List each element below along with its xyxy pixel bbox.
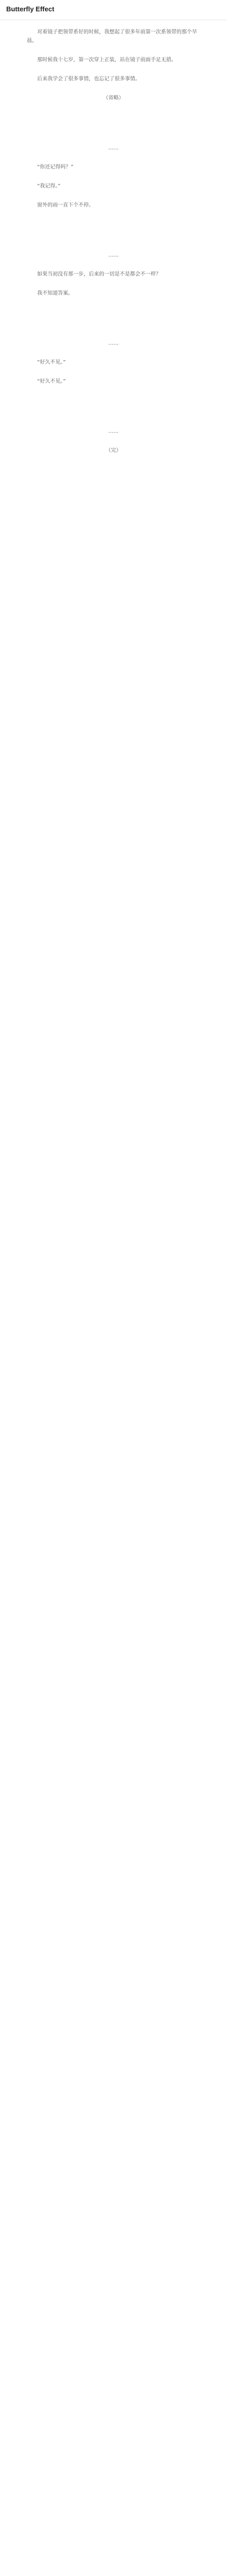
paragraph: “好久不见。” [37, 379, 66, 384]
article-body [27, 28, 200, 2576]
paragraph: …… [108, 145, 119, 151]
section-break [27, 113, 200, 144]
paragraph: 对着镜子把领带系好的时候，我想起了很多年前第一次系领带的那个早晨。 [27, 29, 197, 44]
section-break [27, 308, 200, 339]
paragraph: …… [108, 429, 119, 434]
paragraph: “好久不见。” [37, 360, 66, 365]
paragraph: （省略） [103, 95, 124, 101]
paragraph: 后来我学会了很多事情，也忘记了很多事情。 [37, 76, 140, 82]
paragraph: “你还记得吗？” [37, 164, 74, 170]
section-break [27, 396, 200, 427]
paragraph: 窗外的雨一直下个不停。 [37, 202, 94, 208]
paragraph: …… [108, 252, 119, 258]
paragraph: …… [108, 341, 119, 346]
paragraph: 如果当初没有那一步，后来的一切是不是都会不一样？ [37, 272, 161, 277]
page-title: Butterfly Effect [6, 5, 55, 13]
paragraph: 我不知道答案。 [37, 291, 73, 296]
top-bar [0, 0, 227, 20]
paragraph: （完） [106, 448, 121, 453]
section-break [27, 220, 200, 251]
paragraph: 那时候我十七岁，第一次穿上正装，站在镜子前面手足无措。 [37, 57, 176, 63]
paragraph: “我记得。” [37, 183, 61, 189]
